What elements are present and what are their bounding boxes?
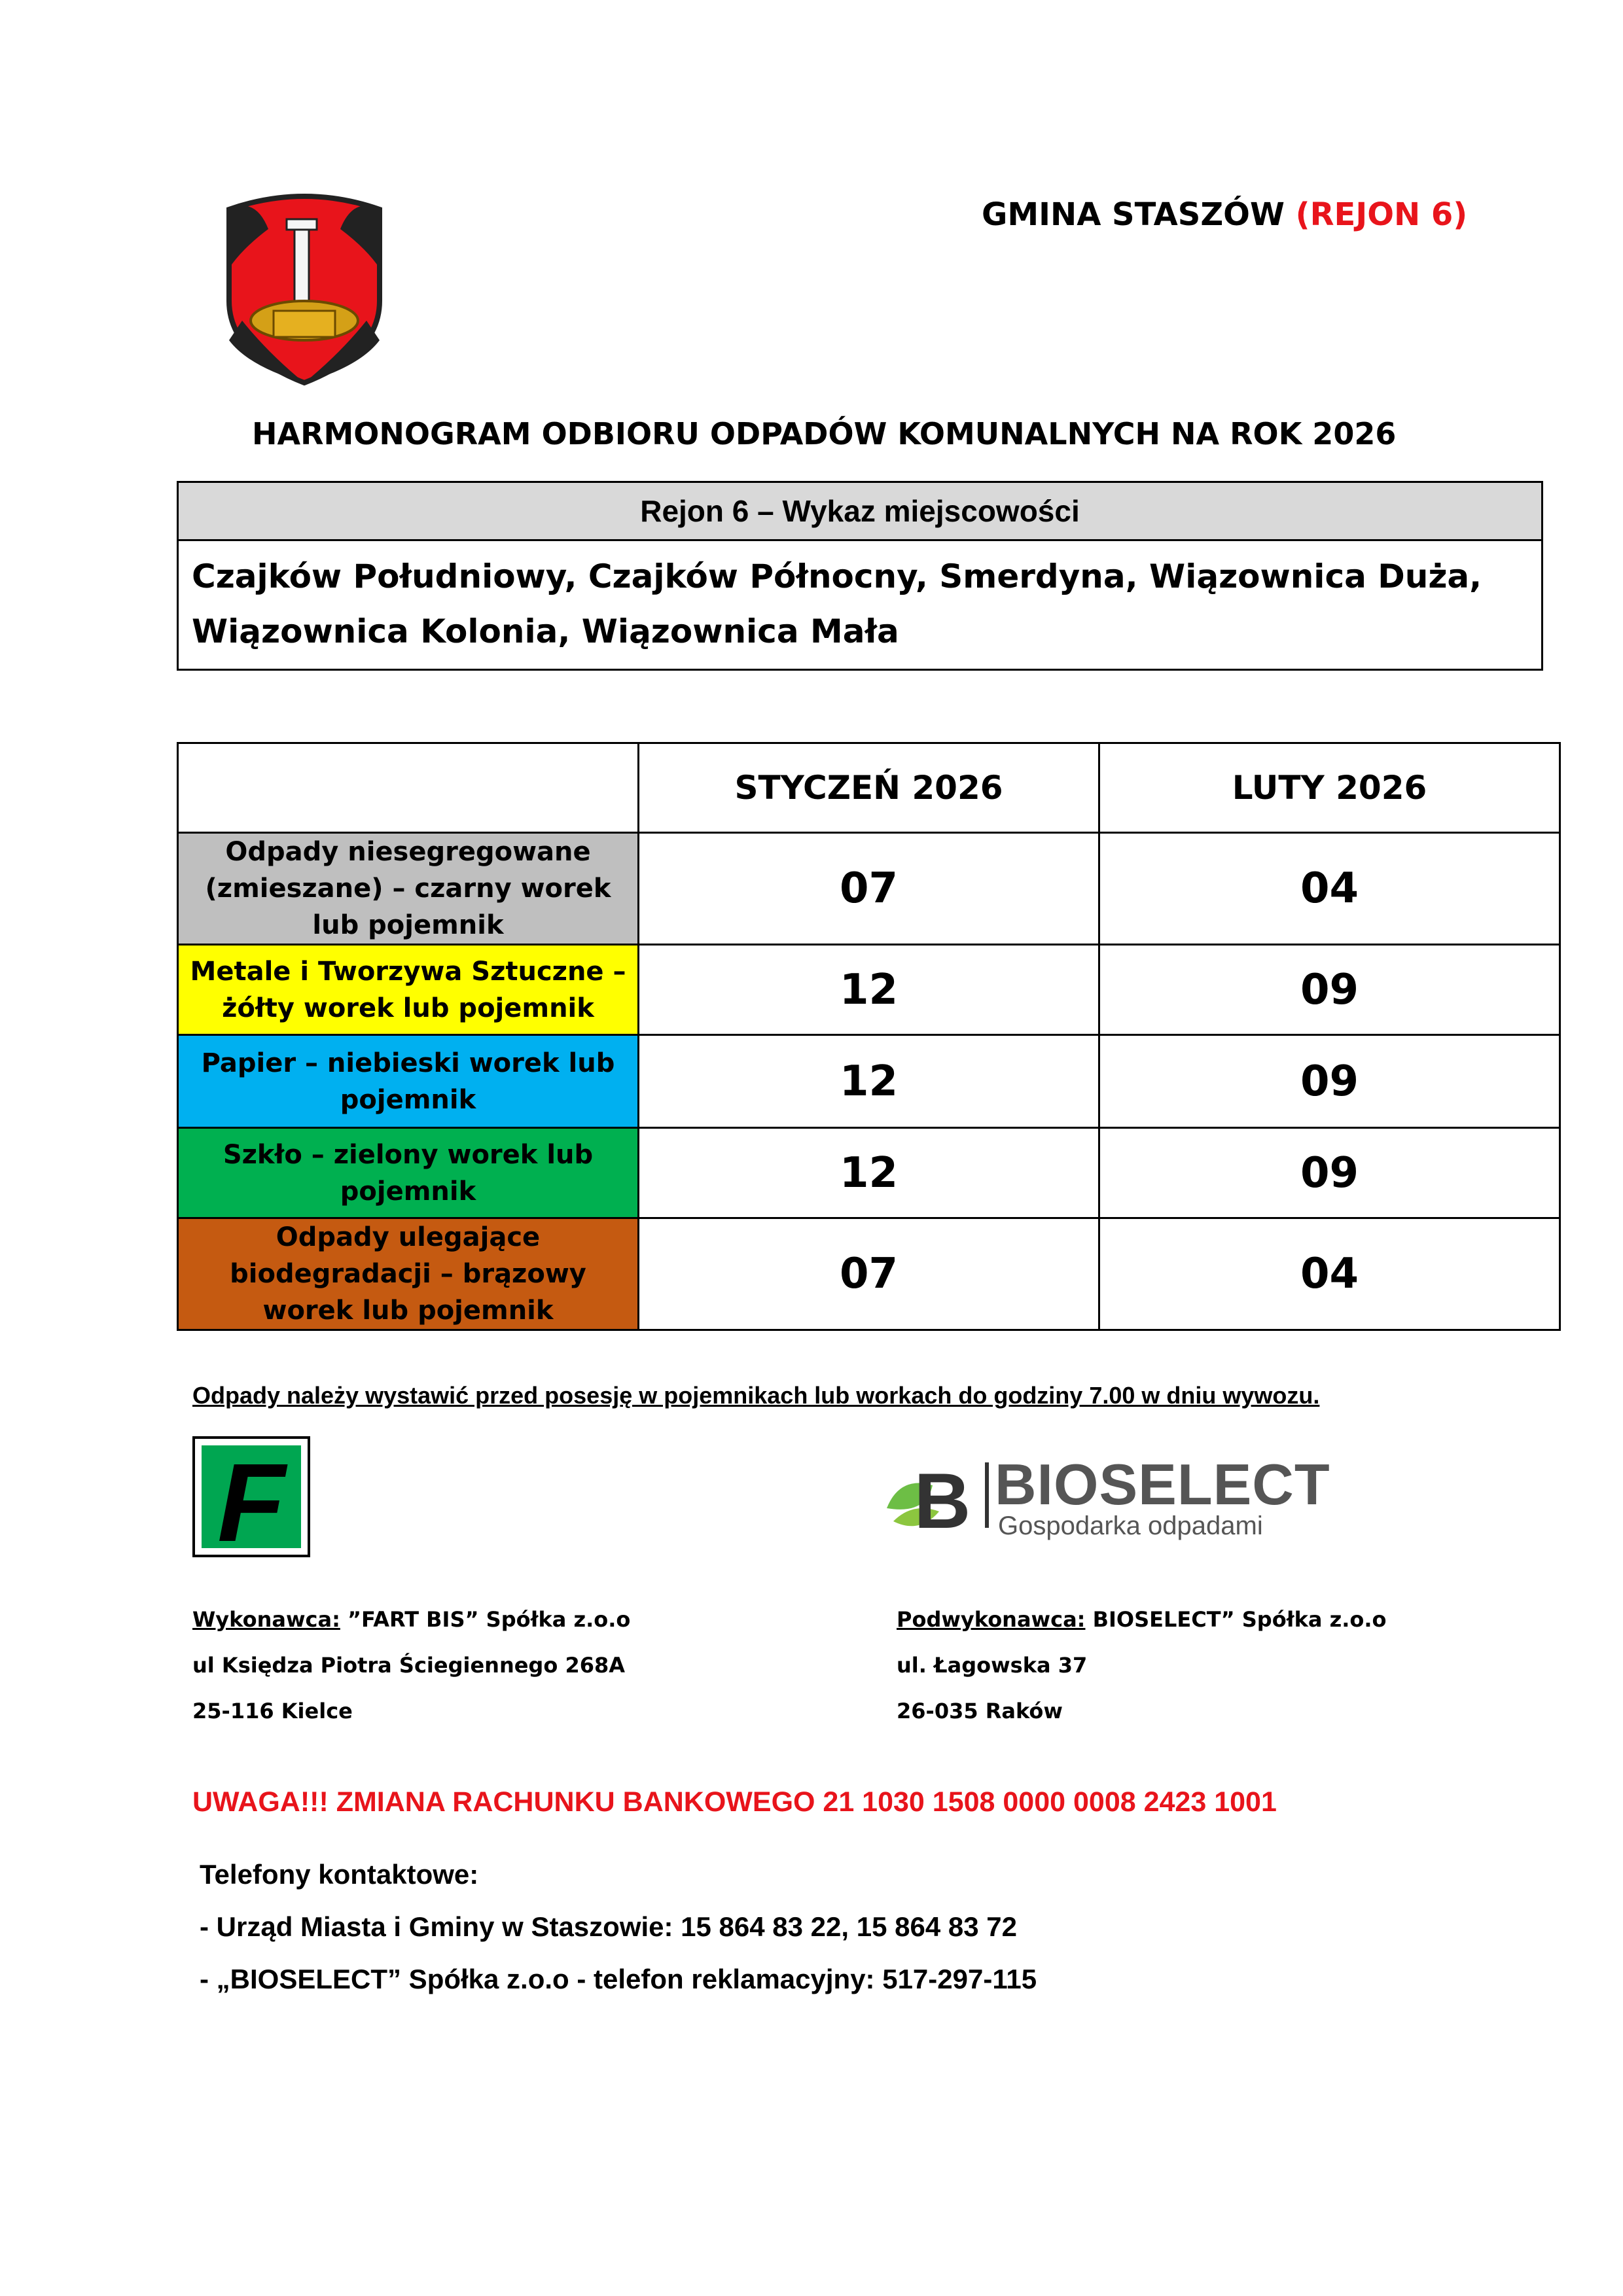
coat-of-arms-logo — [216, 190, 393, 386]
municipality-label — [982, 196, 1467, 233]
contact-line: - Urząd Miasta i Gminy w Staszowie: 15 864 83 22, 15 864 83 72 — [200, 1911, 1017, 1942]
pickup-day-cell: 12 — [639, 945, 1099, 1035]
fart-logo-letter: F — [217, 1441, 285, 1557]
notice-text: Odpady należy wystawić przed posesję w pojemnikach lub workach do godziny 7.00 w dniu wywozu. — [192, 1382, 1320, 1409]
page-title: HARMONOGRAM ODBIORU ODPADÓW KOMUNALNYCH NA ROK 2026 — [252, 416, 1397, 451]
month-header: STYCZEŃ 2026 — [639, 743, 1099, 833]
region-heading: Rejon 6 – Wykaz miejscowości — [179, 483, 1541, 541]
contact-line: - „BIOSELECT” Spółka z.o.o - telefon reklamacyjny: 517-297-115 — [200, 1964, 1037, 1994]
pickup-day-cell: 04 — [1099, 1218, 1560, 1330]
fart-bis-logo — [192, 1436, 310, 1557]
region-label: (REJON 6) — [1295, 196, 1468, 233]
contractor-label: Wykonawca: — [192, 1607, 340, 1632]
municipality-name: GMINA STASZÓW — [982, 196, 1285, 233]
bioselect-logo-letter: B — [914, 1457, 971, 1541]
contractor-city: 25-116 Kielce — [192, 1699, 353, 1723]
waste-category-cell: Szkło – zielony worek lub pojemnik — [178, 1128, 639, 1218]
schedule-body — [178, 743, 1560, 1330]
region-towns: Czajków Południowy, Czajków Północny, Smerdyna, Wiązownica Duża, Wiązownica Kolonia, Wiązownica Mała — [192, 557, 1482, 650]
waste-category-cell: Papier – niebieski worek lub pojemnik — [178, 1035, 639, 1128]
schedule-row — [178, 1218, 1560, 1330]
bioselect-tagline: Gospodarka odpadami — [998, 1511, 1263, 1540]
contractor-street: ul Księdza Piotra Ściegiennego 268A — [192, 1653, 626, 1678]
contacts-heading: Telefony kontaktowe: — [200, 1859, 479, 1890]
waste-category-cell: Metale i Tworzywa Sztuczne – żółty worek lub pojemnik — [178, 945, 639, 1035]
waste-category-cell: Odpady niesegregowane (zmieszane) – czarny worek lub pojemnik — [178, 833, 639, 945]
pickup-day-cell: 09 — [1099, 1035, 1560, 1128]
pickup-day-cell: 12 — [639, 1128, 1099, 1218]
pickup-day-cell: 09 — [1099, 1128, 1560, 1218]
pickup-day-cell: 04 — [1099, 833, 1560, 945]
schedule-header-row — [178, 743, 1560, 833]
schedule-table — [177, 742, 1561, 1331]
subcontractor-name: BIOSELECT” Spółka z.o.o — [1085, 1607, 1387, 1632]
pickup-day-cell: 07 — [639, 1218, 1099, 1330]
contractor-info — [192, 1597, 630, 1734]
bioselect-name: BIOSELECT — [995, 1452, 1330, 1517]
schedule-row — [178, 945, 1560, 1035]
schedule-row — [178, 833, 1560, 945]
schedule-row — [178, 1128, 1560, 1218]
month-header: LUTY 2026 — [1099, 743, 1560, 833]
pickup-day-cell: 12 — [639, 1035, 1099, 1128]
waste-category-cell: Odpady ulegające biodegradacji – brązowy worek lub pojemnik — [178, 1218, 639, 1330]
subcontractor-label: Podwykonawca: — [897, 1607, 1086, 1632]
header-empty-cell — [178, 743, 639, 833]
contacts-section — [200, 1848, 1037, 2005]
bank-account-warning: UWAGA!!! ZMIANA RACHUNKU BANKOWEGO 21 1030 1508 0000 0008 2423 1001 — [192, 1786, 1277, 1818]
contractor-name: ”FART BIS” Spółka z.o.o — [340, 1607, 631, 1632]
subcontractor-street: ul. Łagowska 37 — [897, 1653, 1088, 1678]
subcontractor-info — [897, 1597, 1386, 1734]
pickup-day-cell: 07 — [639, 833, 1099, 945]
schedule-row — [178, 1035, 1560, 1128]
subcontractor-city: 26-035 Raków — [897, 1699, 1063, 1723]
region-box — [177, 481, 1543, 671]
pickup-day-cell: 09 — [1099, 945, 1560, 1035]
